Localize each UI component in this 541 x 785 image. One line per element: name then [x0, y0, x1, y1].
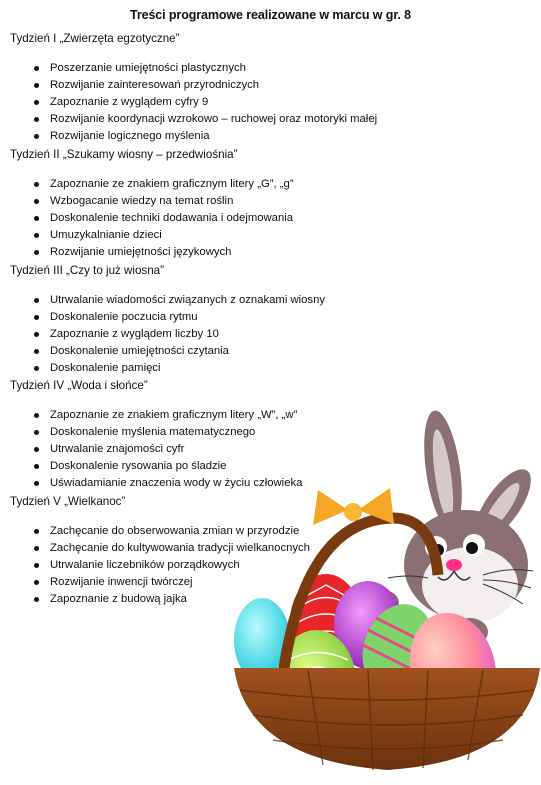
- list-item: Rozwijanie zainteresowań przyrodniczych: [10, 77, 530, 94]
- list-item: Uświadamianie znaczenia wody w życiu człowieka: [10, 475, 530, 492]
- list-item: Poszerzanie umiejętności plastycznych: [10, 60, 530, 77]
- list-item: Zapoznanie ze znakiem graficznym litery „W”, „w”: [10, 407, 530, 424]
- list-item: Zapoznanie z wyglądem liczby 10: [10, 326, 530, 343]
- list-item: Zachęcanie do obserwowania zmian w przyrodzie: [10, 523, 530, 540]
- list-item: Rozwijanie koordynacji wzrokowo – ruchowej oraz motoryki małej: [10, 111, 530, 128]
- list-item: Doskonalenie techniki dodawania i odejmowania: [10, 210, 530, 227]
- week-2-heading: Tydzień II „Szukamy wiosny – przedwiośnia”: [10, 148, 238, 161]
- list-item: Utrwalanie znajomości cyfr: [10, 441, 530, 458]
- list-item: Utrwalanie wiadomości związanych z oznakami wiosny: [10, 292, 530, 309]
- list-item: Doskonalenie poczucia rytmu: [10, 309, 530, 326]
- week-3-heading: Tydzień III „Czy to już wiosna”: [10, 264, 164, 277]
- list-item: Doskonalenie myślenia matematycznego: [10, 424, 530, 441]
- week-3-section: [10, 263, 530, 377]
- week-1-heading: Tydzień I „Zwierzęta egzotyczne”: [10, 32, 180, 45]
- list-item: Doskonalenie umiejętności czytania: [10, 343, 530, 360]
- list-item: Zapoznanie z budową jajka: [10, 591, 530, 608]
- list-item: Zapoznanie z wyglądem cyfry 9: [10, 94, 530, 111]
- week-4-heading: Tydzień IV „Woda i słońce”: [10, 379, 148, 392]
- list-item: Umuzykalnianie dzieci: [10, 227, 530, 244]
- week-2-section: [10, 147, 530, 261]
- easter-bunny-basket-illustration: [228, 400, 541, 785]
- page-title: Treści programowe realizowane w marcu w gr. 8: [129, 8, 412, 22]
- week-2-list: [10, 176, 530, 261]
- list-item: Rozwijanie inwencji twórczej: [10, 574, 530, 591]
- week-3-list: [10, 292, 530, 377]
- list-item: Rozwijanie logicznego myślenia: [10, 128, 530, 145]
- list-item: Wzbogacanie wiedzy na temat roślin: [10, 193, 530, 210]
- week-5-heading: Tydzień V „Wielkanoc”: [10, 495, 126, 508]
- list-item: Utrwalanie liczebników porządkowych: [10, 557, 530, 574]
- week-1-list: [10, 60, 530, 145]
- list-item: Zapoznanie ze znakiem graficznym litery „G”, „g”: [10, 176, 530, 193]
- list-item: Doskonalenie pamięci: [10, 360, 530, 377]
- week-1-section: [10, 31, 530, 145]
- list-item: Doskonalenie rysowania po śladzie: [10, 458, 530, 475]
- list-item: Zachęcanie do kultywowania tradycji wielkanocnych: [10, 540, 530, 557]
- list-item: Rozwijanie umiejętności językowych: [10, 244, 530, 261]
